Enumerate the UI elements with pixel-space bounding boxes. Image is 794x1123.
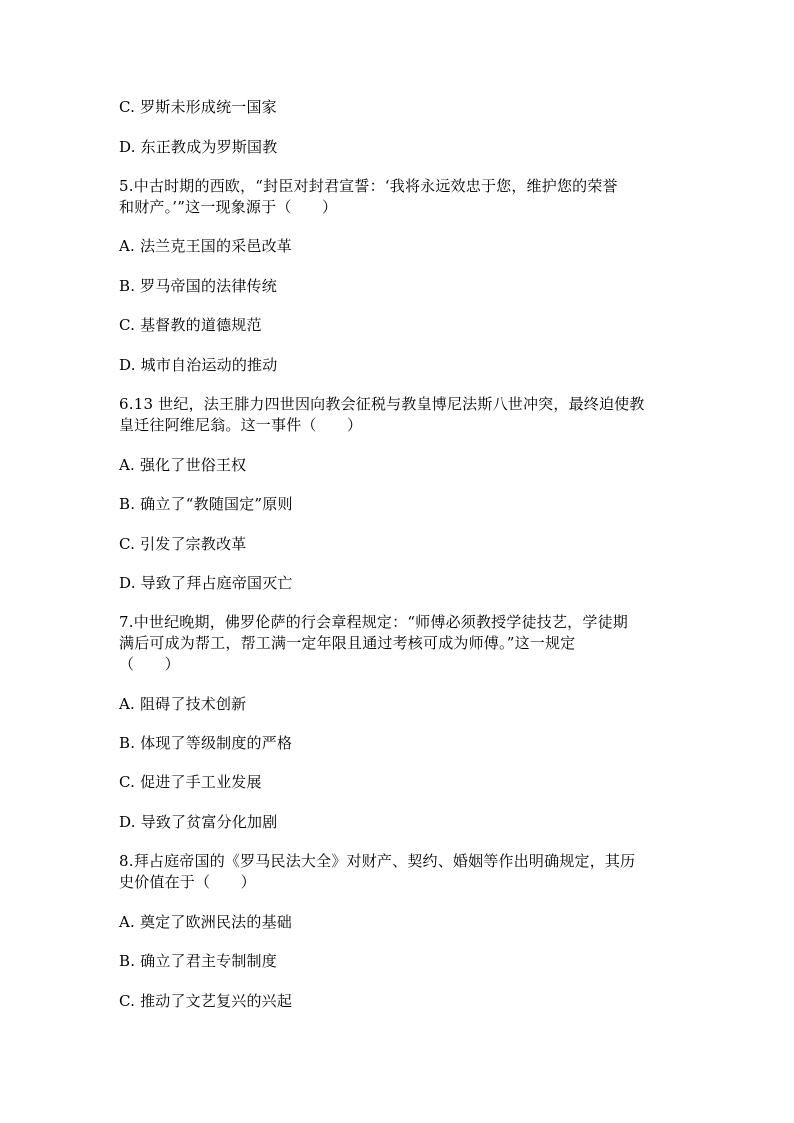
- q5-option-c: C. 基督教的道德规范: [119, 316, 262, 334]
- q7-stem-line3: （ ）: [119, 655, 180, 673]
- q8-option-c: C. 推动了文艺复兴的兴起: [119, 992, 293, 1010]
- q7-option-b: B. 体现了等级制度的严格: [119, 734, 293, 752]
- q8-stem-line1: 8.拜占庭帝国的《罗马民法大全》对财产、契约、婚姻等作出明确规定，其历: [119, 852, 636, 870]
- q5-stem-line2: 和财产。’”这一现象源于（ ）: [119, 198, 338, 216]
- q5-stem-line1: 5.中古时期的西欧，“封臣对封君宣誓：‘我将永远效忠于您，维护您的荣誉: [119, 177, 618, 195]
- q7-option-a: A. 阻碍了技术创新: [119, 695, 247, 713]
- q7-stem-line2: 满后可成为帮工，帮工满一定年限且通过考核可成为师傅。”这一规定: [119, 634, 576, 652]
- q6-option-b: B. 确立了“教随国定”原则: [119, 495, 293, 513]
- q6-stem-line2: 皇迁往阿维尼翁。这一事件（ ）: [119, 416, 363, 434]
- q8-option-a: A. 奠定了欧洲民法的基础: [119, 913, 292, 931]
- q8-stem-line2: 史价值在于（ ）: [119, 873, 256, 891]
- q5-option-b: B. 罗马帝国的法律传统: [119, 277, 277, 295]
- q7-option-d: D. 导致了贫富分化加剧: [119, 813, 278, 831]
- q6-option-c: C. 引发了宗教改革: [119, 535, 247, 553]
- q8-option-b: B. 确立了君主专制制度: [119, 952, 277, 970]
- q6-stem-line1: 6.13 世纪，法王腓力四世因向教会征税与教皇博尼法斯八世冲突，最终迫使教: [119, 395, 645, 413]
- q6-option-d: D. 导致了拜占庭帝国灭亡: [119, 574, 293, 592]
- q4-option-c: C. 罗斯未形成统一国家: [119, 98, 277, 116]
- q6-option-a: A. 强化了世俗王权: [119, 456, 247, 474]
- q4-option-d: D. 东正教成为罗斯国教: [119, 138, 278, 156]
- q7-option-c: C. 促进了手工业发展: [119, 773, 262, 791]
- q5-option-a: A. 法兰克王国的采邑改革: [119, 237, 292, 255]
- q7-stem-line1: 7.中世纪晚期，佛罗伦萨的行会章程规定：“师傅必须教授学徒技艺，学徒期: [119, 613, 628, 631]
- q5-option-d: D. 城市自治运动的推动: [119, 356, 278, 374]
